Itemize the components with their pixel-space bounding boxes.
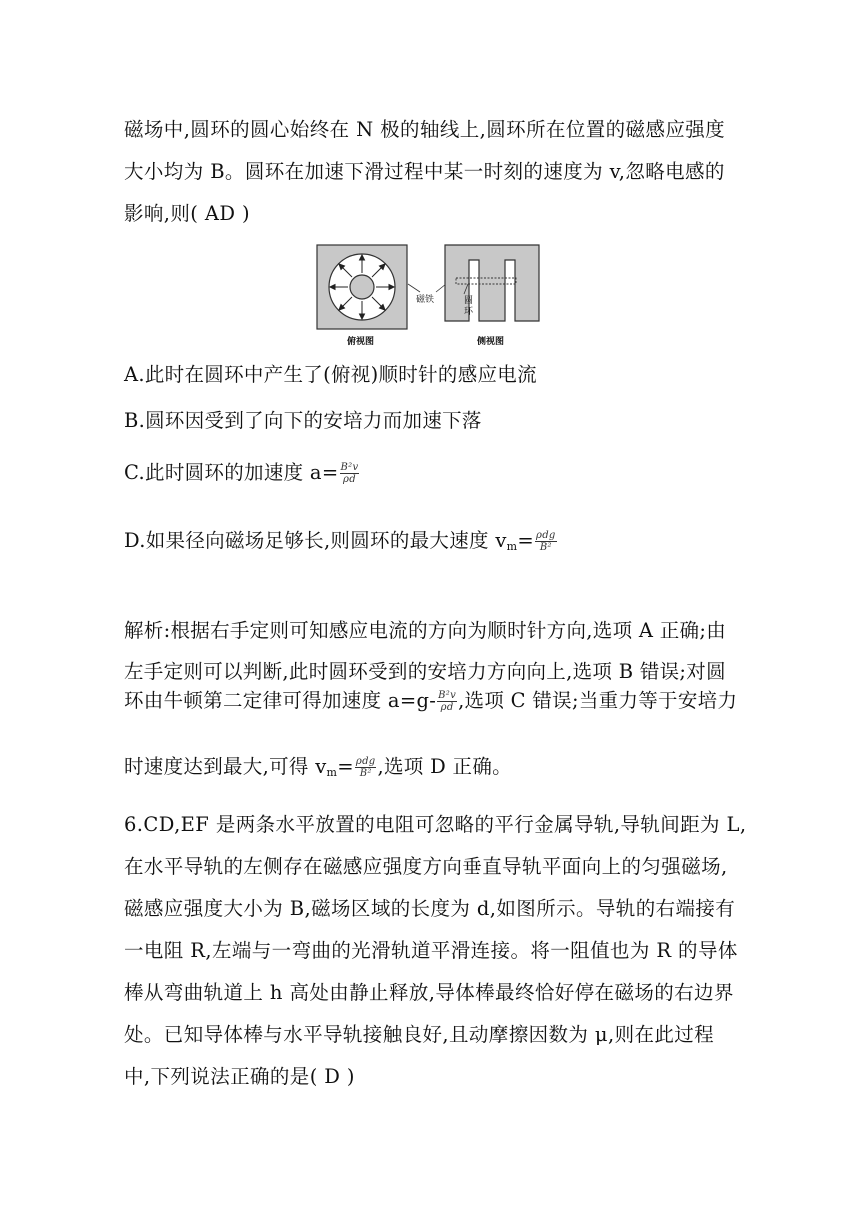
q5-line-2: 大小均为 B。圆环在加速下滑过程中某一时刻的速度为 v,忽略电感的	[124, 160, 725, 183]
option-c-denominator: ρd	[343, 474, 356, 485]
magnet-core	[350, 275, 374, 299]
q6-line-3: 磁感应强度大小为 B,磁场区域的长度为 d,如图所示。导轨的右端接有	[124, 897, 736, 920]
q6-line-6: 处。已知导体棒与水平导轨接触良好,且动摩擦因数为 μ,则在此过程	[124, 1023, 715, 1046]
option-c-fraction	[340, 462, 360, 485]
caption-top-view: 俯视图	[347, 337, 375, 347]
analysis-line-4	[124, 752, 512, 788]
option-a: A.此时在圆环中产生了(俯视)顺时针的感应电流	[124, 363, 537, 386]
analysis-fraction-vmax	[355, 756, 377, 779]
analysis-vmax-numerator: ρdg	[355, 756, 376, 767]
label-magnet: 磁铁	[416, 295, 435, 305]
analysis-accel-denominator: ρd	[440, 702, 454, 713]
analysis-line-3-pre: 环由牛顿第二定律可得加速度 a=g-	[124, 689, 437, 712]
q6-line-1: 6.CD,EF 是两条水平放置的电阻可忽略的平行金属导轨,导轨间距为 L,	[124, 813, 747, 836]
analysis-line-3-post: ,选项 C 错误;当重力等于安培力	[458, 689, 738, 712]
analysis-accel-numerator: B²v	[438, 690, 457, 701]
analysis-line-4-equals: =	[337, 755, 354, 778]
side-view-magnet	[445, 245, 539, 321]
option-d-text: D.如果径向磁场足够长,则圆环的最大速度 v	[124, 529, 507, 552]
option-c-text: C.此时圆环的加速度 a=	[124, 461, 339, 484]
analysis-line-3	[124, 686, 737, 716]
option-c	[124, 458, 360, 488]
analysis-vmax-denominator: B²	[359, 768, 372, 779]
caption-side-view: 侧视图	[477, 337, 505, 347]
option-d-equals: =	[517, 529, 535, 552]
label-ring-1: 圆	[464, 296, 474, 306]
option-d-subscript: m	[506, 540, 518, 553]
analysis-line-2: 左手定则可以判断,此时圆环受到的安培力方向向上,选项 B 错误;对圆	[124, 660, 726, 683]
analysis-vm-subscript: m	[326, 766, 338, 779]
magnet-diagram	[316, 242, 546, 352]
option-d-fraction	[535, 530, 557, 553]
q6-line-5: 棒从弯曲轨道上 h 高处由静止释放,导体棒最终恰好停在磁场的右边界	[124, 981, 734, 1004]
q5-line-3: 影响,则( AD )	[124, 202, 251, 225]
q6-line-4: 一电阻 R,左端与一弯曲的光滑轨道平滑连接。将一阻值也为 R 的导体	[124, 939, 738, 962]
q5-stem	[124, 109, 744, 235]
option-c-numerator: B²v	[340, 462, 359, 473]
option-b: B.圆环因受到了向下的安培力而加速下落	[124, 409, 482, 432]
analysis-line-4-pre: 时速度达到最大,可得 v	[124, 755, 327, 778]
label-ring-2: 环	[464, 307, 474, 317]
option-d-numerator: ρdg	[536, 530, 556, 541]
analysis-line-4-post: ,选项 D 正确。	[377, 755, 512, 778]
analysis-fraction-accel	[437, 690, 457, 713]
q5-figure	[316, 242, 546, 356]
analysis-line-1: 解析:根据右手定则可知感应电流的方向为顺时针方向,选项 A 正确;由	[124, 619, 727, 642]
option-d-denominator: B²	[539, 542, 552, 553]
q5-line-1: 磁场中,圆环的圆心始终在 N 极的轴线上,圆环所在位置的磁感应强度	[124, 118, 726, 141]
q6-stem	[124, 804, 747, 1098]
option-d	[124, 526, 558, 562]
q6-line-2: 在水平导轨的左侧存在磁感应强度方向垂直导轨平面向上的匀强磁场,	[124, 855, 728, 878]
q6-line-7: 中,下列说法正确的是( D )	[124, 1065, 355, 1088]
